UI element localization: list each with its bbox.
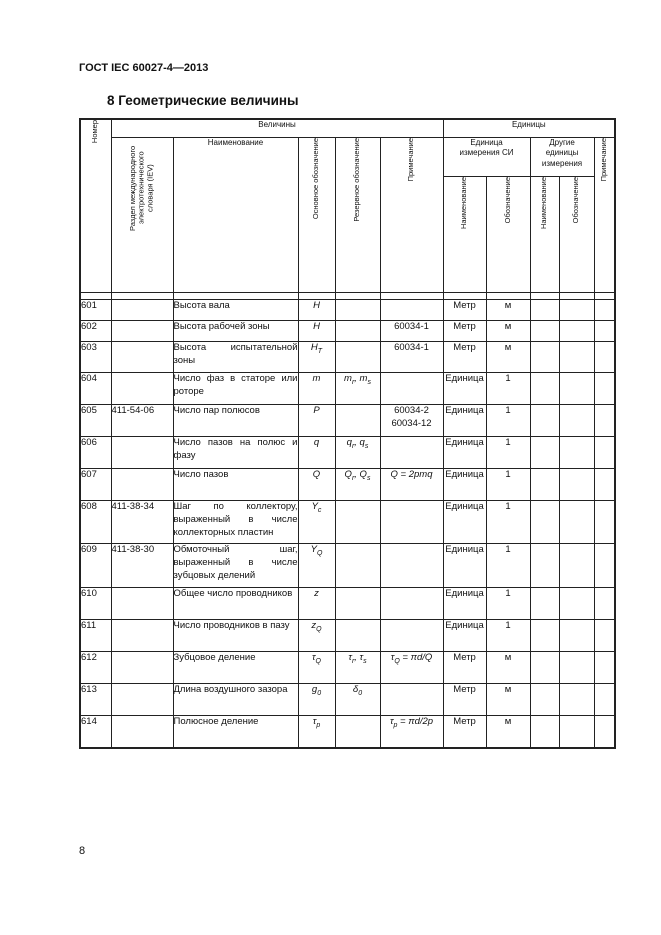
row-note — [380, 501, 443, 544]
row-unit-symbol: 1 — [486, 373, 530, 405]
row-reserve-symbol — [335, 716, 380, 748]
row-number: 604 — [80, 373, 111, 405]
row-unit-note — [594, 321, 615, 342]
row-note — [380, 544, 443, 588]
row-unit-note — [594, 620, 615, 652]
row-reserve-symbol: $Q_r$, $Q_s$ — [335, 469, 380, 501]
row-main-symbol: m — [298, 373, 335, 405]
row-iev — [111, 300, 173, 321]
table-row — [80, 684, 615, 716]
row-note: $\tau_p = \pi d/2p$ — [380, 716, 443, 748]
row-main-symbol: z — [298, 588, 335, 620]
row-number: 606 — [80, 437, 111, 469]
row-main-symbol: $z_Q$ — [298, 620, 335, 652]
row-other-symbol — [559, 469, 594, 501]
document-code: ГОСТ IEC 60027-4—2013 — [79, 62, 209, 74]
row-note: $\tau_Q = \pi d/Q$ — [380, 652, 443, 684]
row-other-name — [530, 300, 559, 321]
table-row — [80, 437, 615, 469]
row-main-symbol: $g_0$ — [298, 684, 335, 716]
row-iev — [111, 684, 173, 716]
row-unit-symbol: 1 — [486, 405, 530, 437]
row-other-symbol — [559, 620, 594, 652]
row-other-symbol — [559, 342, 594, 373]
row-iev: 411-38-30 — [111, 544, 173, 588]
row-iev — [111, 620, 173, 652]
row-number: 603 — [80, 342, 111, 373]
row-unit-note — [594, 469, 615, 501]
table-row — [80, 588, 615, 620]
row-other-name — [530, 342, 559, 373]
table-row — [80, 405, 615, 437]
row-unit-symbol: 1 — [486, 437, 530, 469]
row-note: 60034-1 — [380, 342, 443, 373]
row-main-symbol: $\tau_p$ — [298, 716, 335, 748]
row-iev — [111, 321, 173, 342]
row-name: Число пазов — [173, 469, 298, 501]
table-row — [80, 501, 615, 544]
row-name: Высота испытательной зоны — [173, 342, 298, 373]
row-unit-symbol: м — [486, 300, 530, 321]
row-reserve-symbol: $\tau_r$, $\tau_s$ — [335, 652, 380, 684]
row-name: Полюсное деление — [173, 716, 298, 748]
section-title: 8 Геометрические величины — [107, 93, 299, 108]
header-unit-symbol: Обозначение — [486, 177, 530, 293]
row-main-symbol: $\tau_Q$ — [298, 652, 335, 684]
row-other-name — [530, 469, 559, 501]
row-unit-name: Единица — [443, 437, 486, 469]
row-iev — [111, 437, 173, 469]
row-unit-symbol: 1 — [486, 588, 530, 620]
header-note: Примечание — [380, 138, 443, 293]
row-other-symbol — [559, 373, 594, 405]
row-other-name — [530, 321, 559, 342]
row-number: 601 — [80, 300, 111, 321]
row-other-symbol — [559, 716, 594, 748]
table-row — [80, 469, 615, 501]
row-name: Длина воздушного зазора — [173, 684, 298, 716]
row-name: Зубцовое деление — [173, 652, 298, 684]
row-note — [380, 684, 443, 716]
row-unit-name: Единица — [443, 469, 486, 501]
row-reserve-symbol — [335, 588, 380, 620]
row-note — [380, 620, 443, 652]
row-unit-name: Единица — [443, 373, 486, 405]
row-note: Q = 2pmq — [380, 469, 443, 501]
row-number: 611 — [80, 620, 111, 652]
row-iev — [111, 373, 173, 405]
row-unit-note — [594, 405, 615, 437]
row-unit-name: Метр — [443, 342, 486, 373]
row-number: 607 — [80, 469, 111, 501]
row-unit-symbol: м — [486, 684, 530, 716]
row-other-name — [530, 544, 559, 588]
row-name: Число фаз в статоре или роторе — [173, 373, 298, 405]
row-iev — [111, 469, 173, 501]
row-other-name — [530, 620, 559, 652]
row-other-symbol — [559, 300, 594, 321]
table-row — [80, 373, 615, 405]
row-unit-symbol: м — [486, 716, 530, 748]
row-unit-name: Единица — [443, 544, 486, 588]
row-reserve-symbol — [335, 544, 380, 588]
row-other-symbol — [559, 588, 594, 620]
row-unit-symbol: м — [486, 342, 530, 373]
row-name: Высота вала — [173, 300, 298, 321]
row-unit-name: Единица — [443, 501, 486, 544]
row-unit-note — [594, 342, 615, 373]
row-unit-note — [594, 684, 615, 716]
row-unit-symbol: м — [486, 652, 530, 684]
row-name: Общее число проводников — [173, 588, 298, 620]
page-number: 8 — [79, 845, 86, 857]
row-note: 60034-2 60034-12 — [380, 405, 443, 437]
row-other-symbol — [559, 652, 594, 684]
row-number: 608 — [80, 501, 111, 544]
row-unit-note — [594, 588, 615, 620]
table-row — [80, 300, 615, 321]
table-row — [80, 321, 615, 342]
row-other-symbol — [559, 437, 594, 469]
header-spacer-row — [80, 293, 615, 300]
row-main-symbol: $Y_Q$ — [298, 544, 335, 588]
row-main-symbol: H — [298, 321, 335, 342]
table-row — [80, 544, 615, 588]
row-other-name — [530, 588, 559, 620]
row-other-symbol — [559, 684, 594, 716]
row-unit-symbol: м — [486, 321, 530, 342]
row-note — [380, 437, 443, 469]
header-unit-name: Наименование — [443, 177, 486, 293]
row-main-symbol: q — [298, 437, 335, 469]
row-iev: 411-38-34 — [111, 501, 173, 544]
row-unit-note — [594, 652, 615, 684]
row-note — [380, 300, 443, 321]
header-iev: Раздел международного электротехнического словаря (IEV) — [111, 138, 173, 293]
header-unit-note: Примечание — [594, 138, 615, 293]
header-quantities-group: Величины — [111, 119, 443, 138]
row-main-symbol: P — [298, 405, 335, 437]
row-reserve-symbol: $\delta_0$ — [335, 684, 380, 716]
header-other-name: Наименование — [530, 177, 559, 293]
row-reserve-symbol — [335, 501, 380, 544]
header-units-group: Единицы — [443, 119, 615, 138]
row-other-symbol — [559, 321, 594, 342]
row-unit-note — [594, 544, 615, 588]
row-reserve-symbol — [335, 321, 380, 342]
header-reserve-symbol: Резервное обозначение — [335, 138, 380, 293]
row-unit-note — [594, 437, 615, 469]
row-other-symbol — [559, 544, 594, 588]
row-other-name — [530, 716, 559, 748]
row-other-symbol — [559, 405, 594, 437]
row-unit-symbol: 1 — [486, 501, 530, 544]
row-number: 609 — [80, 544, 111, 588]
row-other-name — [530, 437, 559, 469]
row-main-symbol: $Y_c$ — [298, 501, 335, 544]
row-name: Высота рабочей зоны — [173, 321, 298, 342]
row-unit-name: Метр — [443, 300, 486, 321]
row-other-name — [530, 684, 559, 716]
row-main-symbol: Q — [298, 469, 335, 501]
row-iev — [111, 588, 173, 620]
row-note — [380, 373, 443, 405]
row-reserve-symbol — [335, 620, 380, 652]
row-reserve-symbol — [335, 405, 380, 437]
row-reserve-symbol — [335, 342, 380, 373]
row-main-symbol: H — [298, 300, 335, 321]
row-unit-name: Метр — [443, 321, 486, 342]
row-reserve-symbol — [335, 300, 380, 321]
row-unit-name: Метр — [443, 652, 486, 684]
row-other-name — [530, 405, 559, 437]
row-main-symbol: $H_T$ — [298, 342, 335, 373]
row-iev: 411-54-06 — [111, 405, 173, 437]
header-main-symbol: Основное обозначение — [298, 138, 335, 293]
row-unit-note — [594, 300, 615, 321]
header-other-units: Другие единицы измерения — [530, 138, 594, 177]
row-note: 60034-1 — [380, 321, 443, 342]
row-number: 613 — [80, 684, 111, 716]
row-unit-symbol: 1 — [486, 544, 530, 588]
row-name: Число проводников в пазу — [173, 620, 298, 652]
row-unit-note — [594, 716, 615, 748]
table-row — [80, 716, 615, 748]
table-row — [80, 342, 615, 373]
row-unit-symbol: 1 — [486, 620, 530, 652]
row-unit-name: Единица — [443, 620, 486, 652]
row-reserve-symbol: $q_r$, $q_s$ — [335, 437, 380, 469]
header-other-symbol: Обозначение — [559, 177, 594, 293]
row-number: 602 — [80, 321, 111, 342]
header-si-unit: Единица измерения СИ — [443, 138, 530, 177]
row-unit-symbol: 1 — [486, 469, 530, 501]
row-other-name — [530, 501, 559, 544]
row-number: 612 — [80, 652, 111, 684]
row-iev — [111, 716, 173, 748]
row-other-symbol — [559, 501, 594, 544]
table-row — [80, 620, 615, 652]
row-unit-name: Единица — [443, 405, 486, 437]
row-unit-name: Единица — [443, 588, 486, 620]
row-unit-note — [594, 373, 615, 405]
header-number: Номер — [80, 119, 111, 293]
row-unit-name: Метр — [443, 684, 486, 716]
row-iev — [111, 342, 173, 373]
geometric-quantities-table — [79, 118, 616, 749]
row-number: 605 — [80, 405, 111, 437]
row-name: Шаг по коллектору, выраженный в числе коллекторных пластин — [173, 501, 298, 544]
row-note — [380, 588, 443, 620]
row-name: Число пар полюсов — [173, 405, 298, 437]
row-other-name — [530, 373, 559, 405]
row-unit-note — [594, 501, 615, 544]
row-iev — [111, 652, 173, 684]
row-number: 614 — [80, 716, 111, 748]
header-name: Наименование — [173, 138, 298, 293]
row-name: Обмоточный шаг, выраженный в числе зубцовых делений — [173, 544, 298, 588]
table-row — [80, 652, 615, 684]
row-reserve-symbol: $m_r$, $m_s$ — [335, 373, 380, 405]
row-name: Число пазов на полюс и фазу — [173, 437, 298, 469]
row-unit-name: Метр — [443, 716, 486, 748]
row-other-name — [530, 652, 559, 684]
row-number: 610 — [80, 588, 111, 620]
